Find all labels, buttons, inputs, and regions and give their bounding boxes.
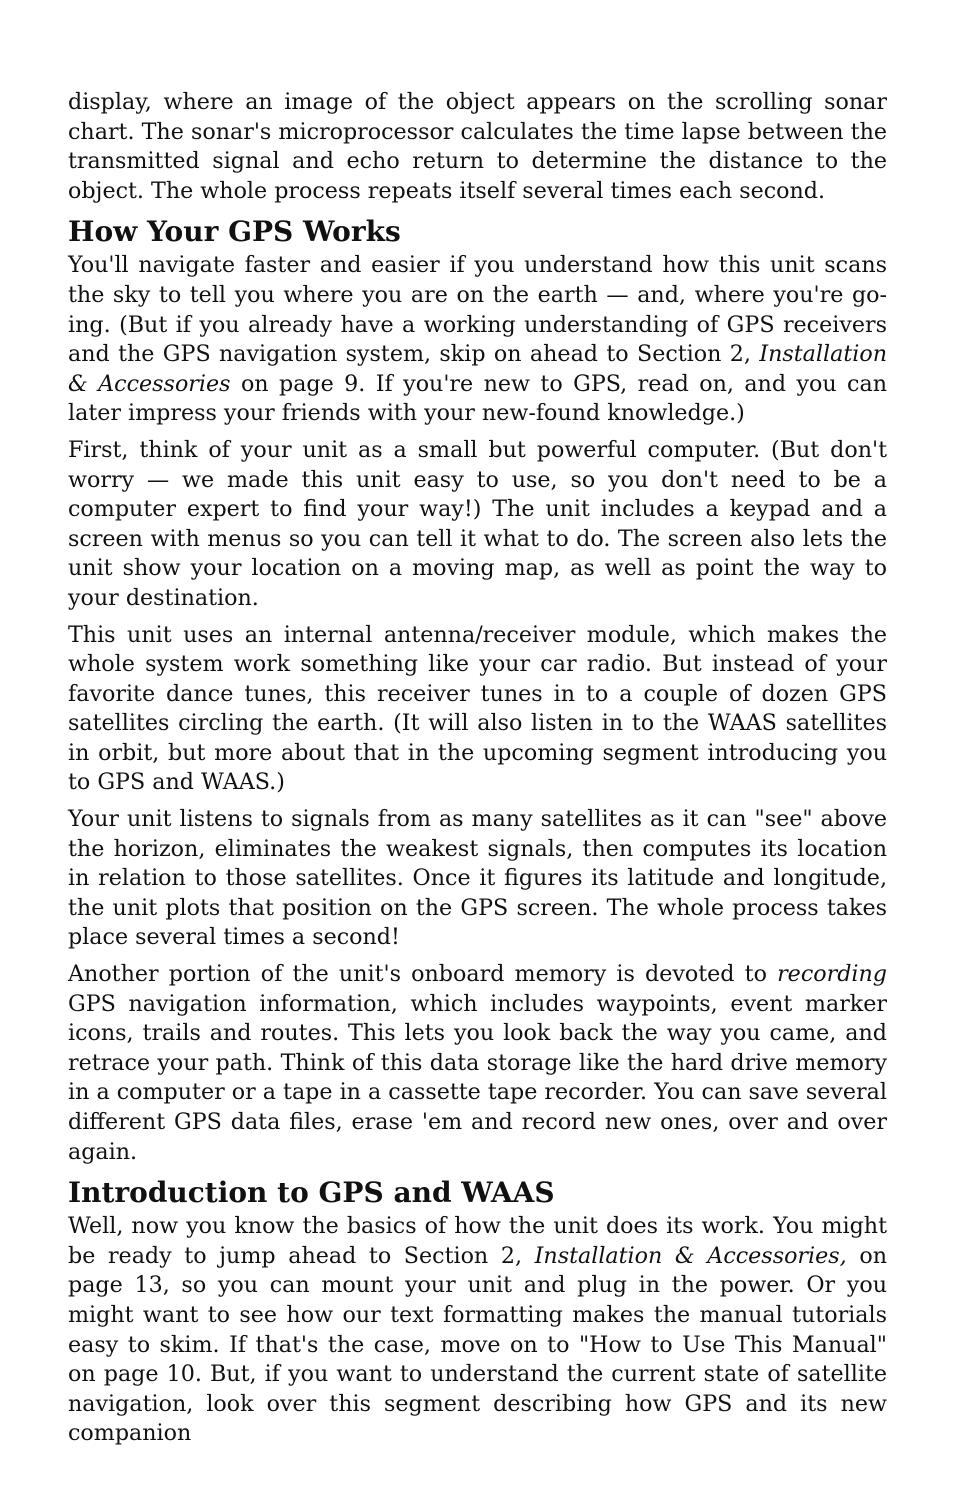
installation-accessories-reference-2: Installation & Accessories, <box>534 1242 847 1269</box>
manual-page <box>68 88 887 1449</box>
intro-gps-waas-paragraph-1 <box>68 1212 887 1449</box>
gps-works-paragraph-4: Your unit listens to signals from as many satellites as it can "see" above the horizon, eliminates the weakest signals, then computes its location in relation to those satellites. Once it figures its latitude and longitude, the unit plots that position on the GPS screen. The whole process takes place several times a second! <box>68 806 887 951</box>
gps-works-paragraph-1 <box>68 251 887 429</box>
recording-emphasis: recording <box>777 961 887 988</box>
gps-works-paragraph-1-text-b: on page 9. If you're new to GPS, read on, and you can later impress your friends with your new-found knowledge.) <box>68 370 887 427</box>
gps-works-paragraph-5-text-a: Another portion of the unit's onboard memory is devoted to <box>68 961 778 988</box>
intro-gps-waas-paragraph-1-text-a: Well, now you know the basics of how the unit does its work. You might be ready to jump ahead to Section 2, <box>68 1213 887 1269</box>
gps-works-paragraph-5 <box>68 960 887 1167</box>
gps-works-paragraph-2: First, think of your unit as a small but powerful computer. (But don't worry — we made this unit easy to use, so you don't need to be a computer expert to find your way!) The unit includes a keypad and a screen with menus so you can tell it what to do. The screen also lets the unit show your location on a moving map, as well as point the way to your destination. <box>68 436 887 611</box>
gps-works-paragraph-3: This unit uses an internal antenna/receiver module, which makes the whole system work something like your car radio. But instead of your favorite dance tunes, this receiver tunes in to a couple of dozen GPS satellites circling the earth. (It will also listen in to the WAAS satellites in orbit, but more about that in the upcoming segment introducing you to GPS and WAAS.) <box>68 621 887 796</box>
section-heading-how-gps-works: How Your GPS Works <box>68 215 401 249</box>
intro-paragraph: display, where an image of the object appears on the scrolling sonar chart. The sonar's microprocessor calculates the time lapse between the transmitted signal and echo return to determine the distance to the object. The whole process repeats itself several times each second. <box>68 89 887 204</box>
section-heading-intro-gps-waas: Introduction to GPS and WAAS <box>68 1176 555 1210</box>
gps-works-paragraph-1-text-a: You'll navigate faster and easier if you understand how this unit scans the sky to tell you where you are on the earth — and, where you're going. (But if you already have a working understanding of GPS receivers and the GPS navigation system, skip on ahead to Section 2, <box>68 252 887 368</box>
gps-works-paragraph-5-text-b: GPS navigation information, which includes waypoints, event marker icons, trails and routes. This lets you look back the way you came, and retrace your path. Think of this data storage like the hard drive memory in a computer or a tape in a cassette tape recorder. You can save several different GPS data files, erase 'em and record new ones, over and over again. <box>68 990 887 1165</box>
installation-accessories-reference: Installation & Accessories <box>68 341 887 397</box>
intro-gps-waas-paragraph-1-text-b: on page 13, so you can mount your unit and plug in the power. Or you might want to see how our text formatting makes the manual tutorials easy to skim. If that's the case, move on to "How to Use This Manual" on page 10. But, if you want to understand the current state of satellite navigation, look over this segment describing how GPS and its new companion <box>68 1242 887 1447</box>
